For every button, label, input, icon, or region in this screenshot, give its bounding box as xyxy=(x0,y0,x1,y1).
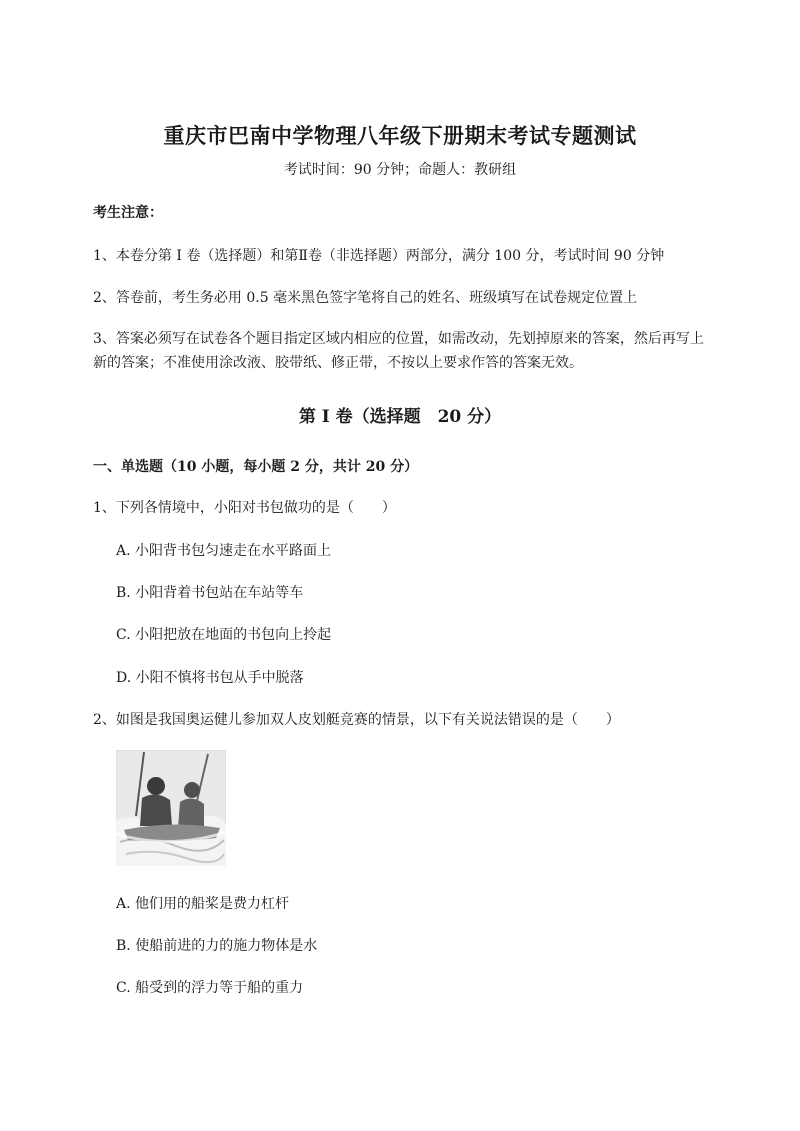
section-title: 第 I 卷（选择题 20 分） xyxy=(298,407,502,427)
question-2-stem: 2、如图是我国奥运健儿参加双人皮划艇竞赛的情景，以下有关说法错误的是（ ） xyxy=(93,712,620,728)
kayak-photo xyxy=(116,750,226,866)
question-1-option-b: B. 小阳背着书包站在车站等车 xyxy=(116,585,304,601)
question-1-option-d: D. 小阳不慎将书包从手中脱落 xyxy=(116,670,304,686)
question-1-option-a: A. 小阳背书包匀速走在水平路面上 xyxy=(116,543,332,559)
question-2-option-c: C. 船受到的浮力等于船的重力 xyxy=(116,980,304,996)
notice-item-1: 1、本卷分第 I 卷（选择题）和第Ⅱ卷（非选择题）两部分，满分 100 分，考试时间 90 分钟 xyxy=(93,248,665,264)
notice-item-2: 2、答卷前，考生务必用 0.5 毫米黑色签字笔将自己的姓名、班级填写在试卷规定位置上 xyxy=(93,290,638,306)
notice-heading: 考生注意： xyxy=(93,205,163,221)
notice-item-3: 3、答案必须写在试卷各个题目指定区域内相应的位置，如需改动，先划掉原来的答案，然后再写上新的答案；不准使用涂改液、胶带纸、修正带，不按以上要求作答的答案无效。 xyxy=(93,331,704,371)
question-2-option-b: B. 使船前进的力的施力物体是水 xyxy=(116,938,318,954)
question-2-option-a: A. 他们用的船桨是费力杠杆 xyxy=(116,896,290,912)
question-1-stem: 1、下列各情境中，小阳对书包做功的是（ ） xyxy=(93,500,396,516)
question-1-option-c: C. 小阳把放在地面的书包向上拎起 xyxy=(116,627,332,643)
part-heading: 一、单选题（10 小题，每小题 2 分，共计 20 分） xyxy=(93,459,419,475)
exam-subtitle: 考试时间：90 分钟；命题人：教研组 xyxy=(283,162,517,178)
exam-title: 重庆市巴南中学物理八年级下册期末考试专题测试 xyxy=(163,123,637,148)
